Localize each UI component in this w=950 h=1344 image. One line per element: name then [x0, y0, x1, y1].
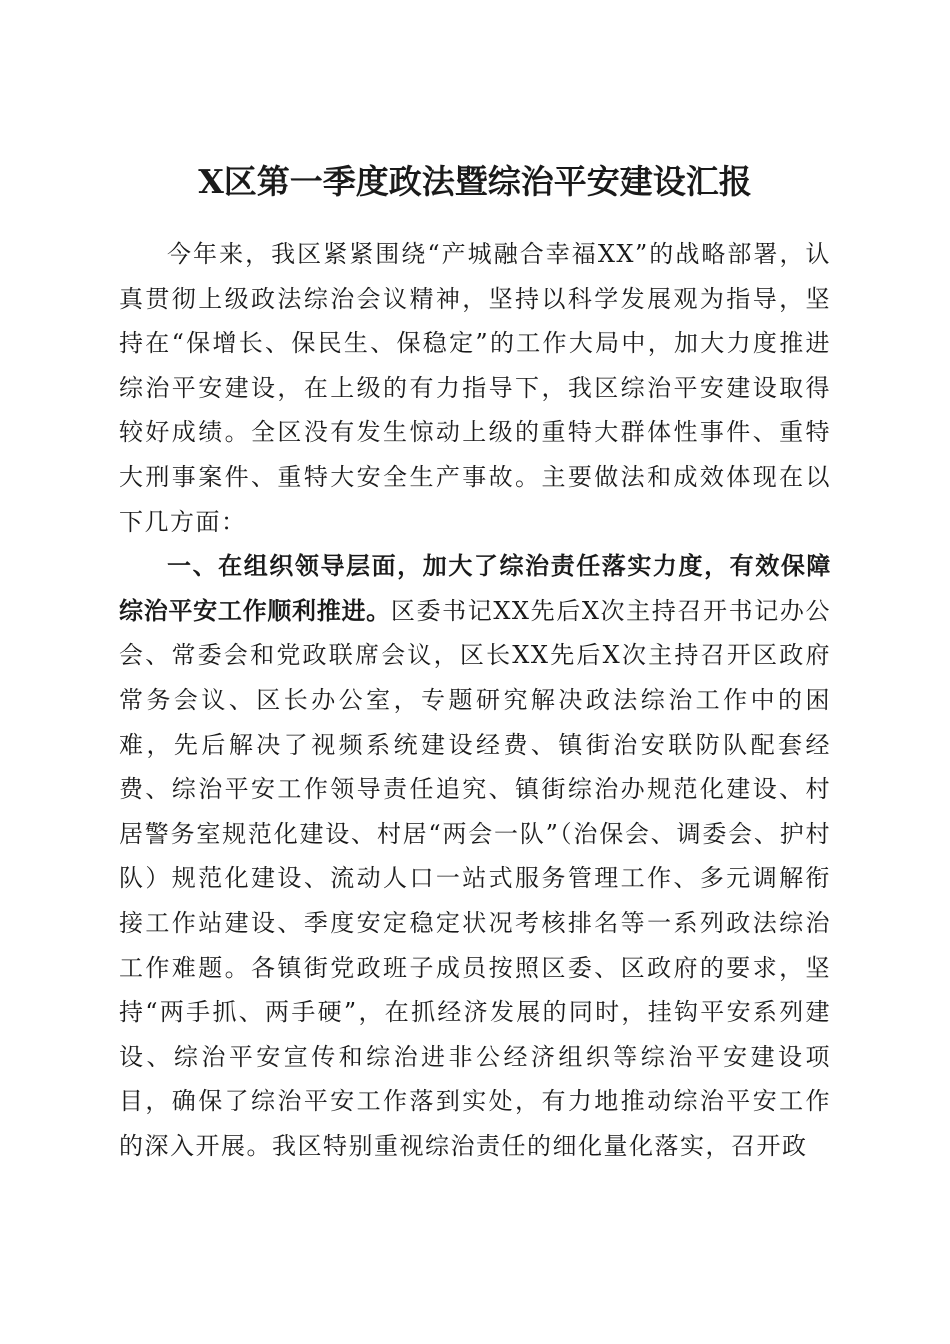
document-body: [119, 232, 831, 1168]
paragraph-intro: [119, 232, 831, 544]
page-title: X区第一季度政法暨综治平安建设汇报: [198, 162, 752, 202]
paragraph-text: 区委书记XX先后X次主持召开书记办公会、常委会和党政联席会议，区长XX先后X次主持召开区政府常务会议、区长办公室，专题研究解决政法综治工作中的困难，先后解决了视频系统建设经费、镇街治安联防队配套经费、综治平安工作领导责任追究、镇街综治办规范化建设、村居警务室规范化建设、村居“两会一队”（治保会、调委会、护村队）规范化建设、流动人口一站式服务管理工作、多元调解衔接工作站建设、季度安定稳定状况考核排名等一系列政法综治工作难题。各镇街党政班子成员按照区委、区政府的要求，坚持“两手抓、两手硬”，在抓经济发展的同时，挂钩平安系列建设、综治平安宣传和综治进非公经济组织等综治平安建设项目，确保了综治平安工作落到实处，有力地推动综治平安工作的深入开展。我区特别重视综治责任的细化量化落实，召开政: [119, 596, 831, 1160]
section-heading: 一、在组织领导层面，加大了综治责任落实力度，有效保障综治平安工作顺利推进。: [119, 552, 831, 625]
paragraph-section-1: [119, 544, 831, 1168]
paragraph-text: 今年来，我区紧紧围绕“产城融合幸福XX”的战略部署，认真贯彻上级政法综治会议精神，坚持以科学发展观为指导，坚持在“保增长、保民生、保稳定”的工作大局中，加大力度推进综治平安建设，在上级的有力指导下，我区综治平安建设取得较好成绩。全区没有发生惊动上级的重特大群体性事件、重特大刑事案件、重特大安全生产事故。主要做法和成效体现在以下几方面：: [119, 240, 831, 536]
